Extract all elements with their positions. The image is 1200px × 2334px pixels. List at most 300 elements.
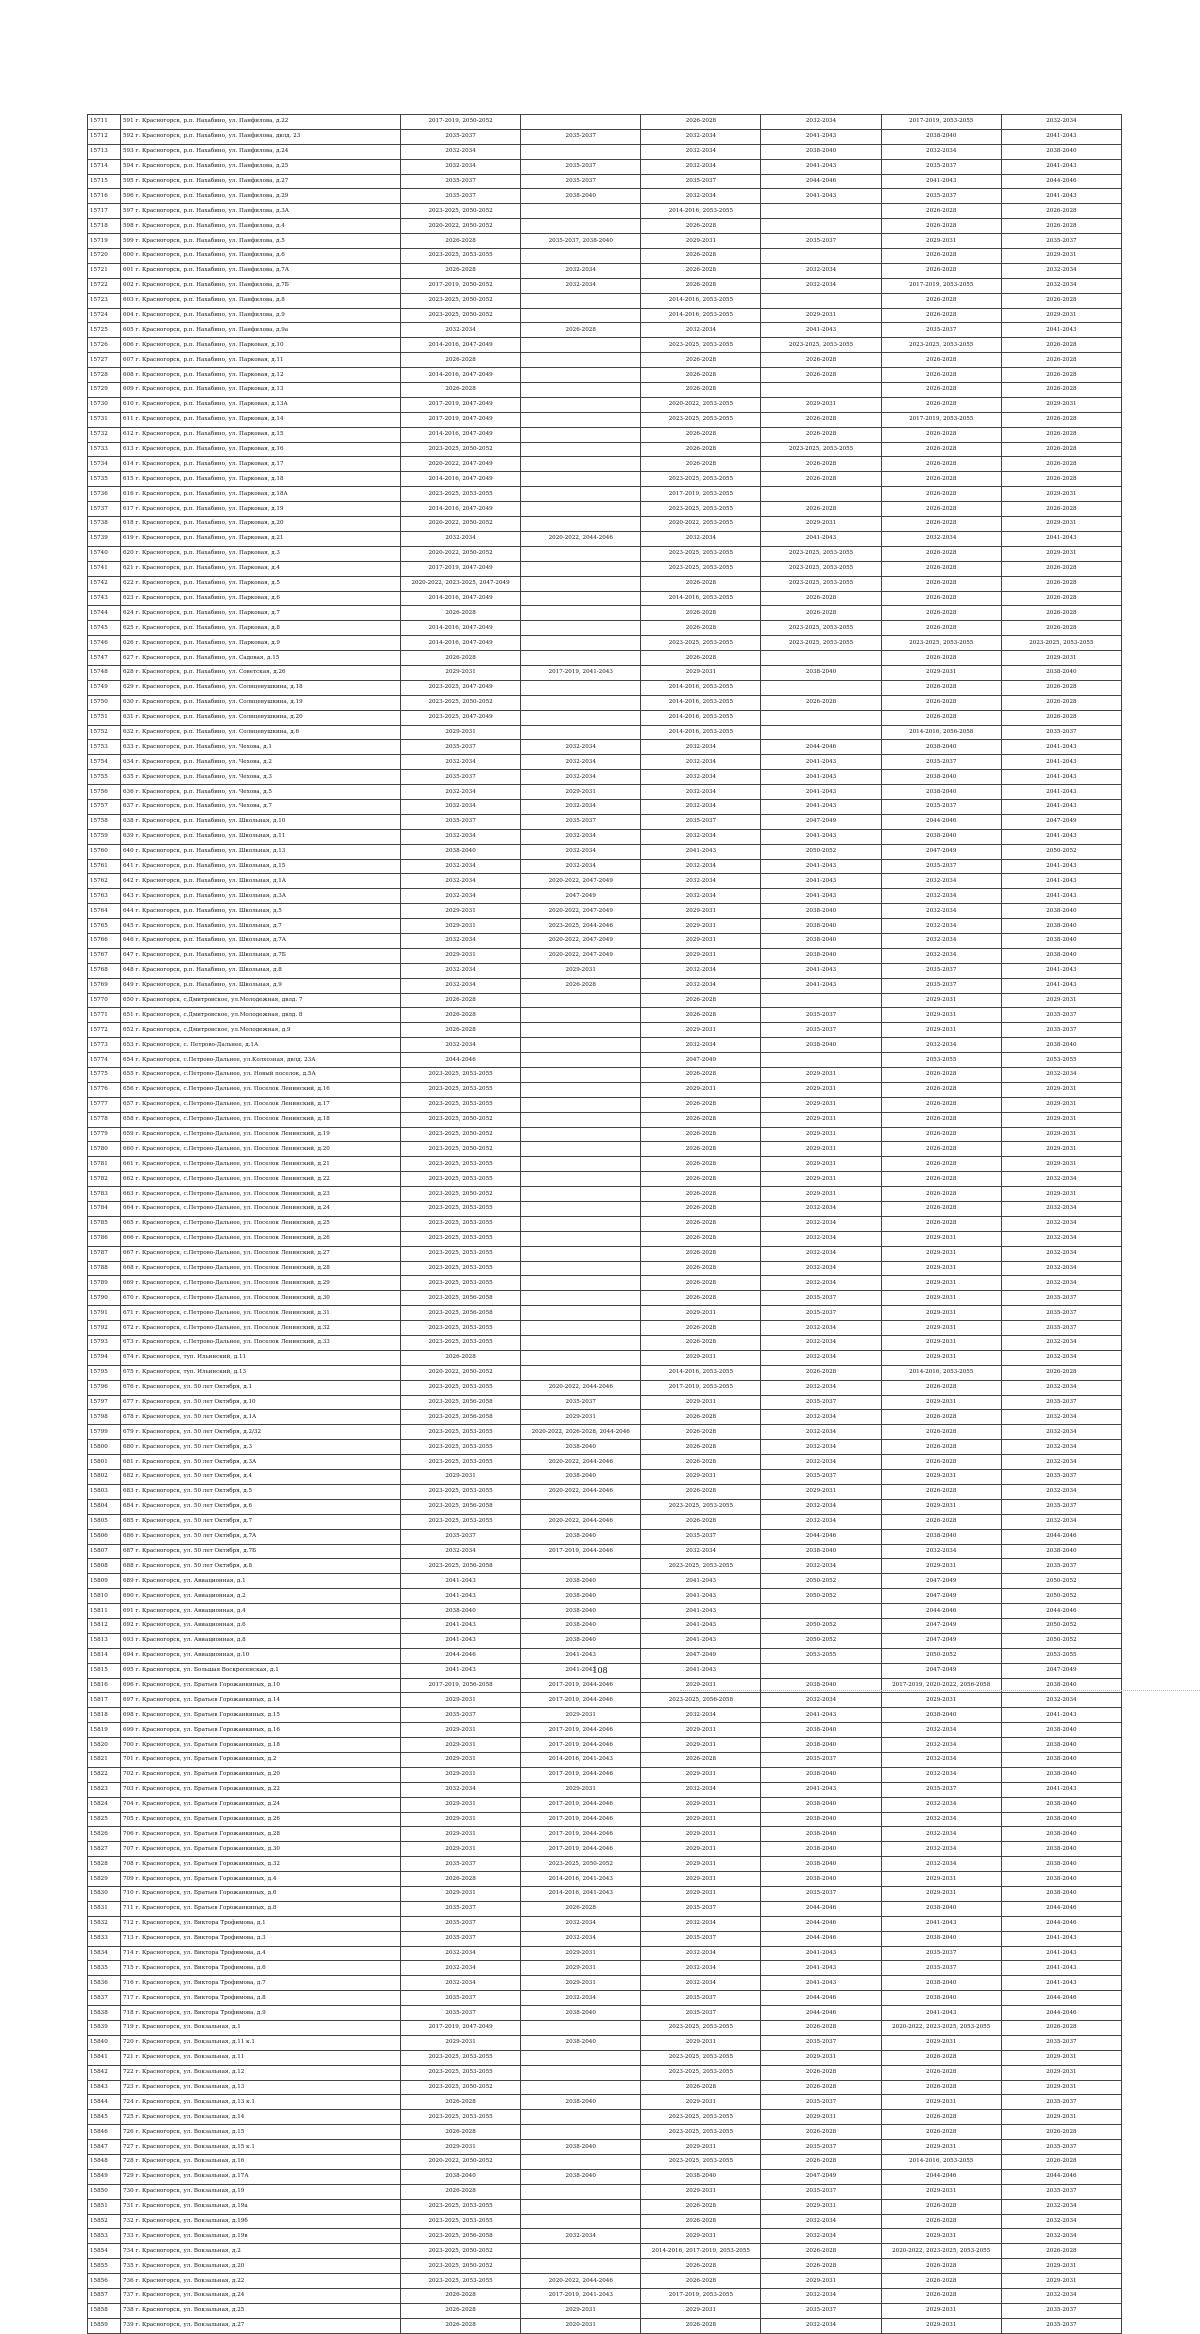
period-cell: 2044-2046 <box>761 1529 881 1544</box>
address-cell: 625 г. Красногорск, р.п. Нахабино, ул. Парковая, д.8 <box>121 621 401 636</box>
period-cell: 2038-2040 <box>761 948 881 963</box>
period-cell: 2032-2034 <box>401 144 521 159</box>
address-cell: 635 г. Красногорск, р.п. Нахабино, ул. Чехова, д.3 <box>121 770 401 785</box>
table-row <box>88 487 1122 502</box>
table-row <box>88 1082 1122 1097</box>
period-cell: 2029-2031 <box>761 1097 881 1112</box>
period-cell: 2020-2022, 2047-2049 <box>521 948 641 963</box>
period-cell: 2041-2043 <box>521 1648 641 1663</box>
period-cell: 2026-2028 <box>761 2125 881 2140</box>
row-id-cell: 15800 <box>88 1440 121 1455</box>
period-cell: 2035-2037 <box>761 2303 881 2318</box>
period-cell: 2026-2028 <box>761 368 881 383</box>
period-cell: 2044-2046 <box>761 2006 881 2021</box>
table-row <box>88 725 1122 740</box>
period-cell: 2026-2028 <box>881 2080 1001 2095</box>
period-cell: 2029-2031 <box>881 2303 1001 2318</box>
row-id-cell: 15732 <box>88 427 121 442</box>
period-cell: 2035-2037 <box>881 963 1001 978</box>
row-id-cell: 15833 <box>88 1931 121 1946</box>
address-cell: 622 г. Красногорск, р.п. Нахабино, ул. Парковая, д.5 <box>121 576 401 591</box>
period-cell: 2026-2028 <box>641 1187 761 1202</box>
address-cell: 668 г. Красногорск, с.Петрово-Дальнее, ул. Поселок Ленинский, д.28 <box>121 1261 401 1276</box>
row-id-cell: 15834 <box>88 1946 121 1961</box>
address-cell: 664 г. Красногорск, с.Петрово-Дальнее, ул. Поселок Ленинский, д.24 <box>121 1202 401 1217</box>
address-cell: 739 г. Красногорск, ул. Вокзальная, д.27 <box>121 2318 401 2333</box>
period-cell: 2023-2025, 2053-2055 <box>761 561 881 576</box>
period-cell: 2020-2022, 2023-2025, 2053-2055 <box>881 2244 1001 2259</box>
period-cell: 2032-2034 <box>521 1991 641 2006</box>
row-id-cell: 15729 <box>88 383 121 398</box>
period-cell: 2029-2031 <box>881 1008 1001 1023</box>
period-cell: 2032-2034 <box>1001 2229 1121 2244</box>
period-cell: 2029-2031 <box>881 1261 1001 1276</box>
row-id-cell: 15787 <box>88 1246 121 1261</box>
period-cell: 2029-2031 <box>641 1738 761 1753</box>
address-cell: 655 г. Красногорск, с.Петрово-Дальнее, ул. Новый поселок, д.5А <box>121 1068 401 1083</box>
period-cell: 2029-2031 <box>641 665 761 680</box>
period-cell: 2047-2049 <box>521 889 641 904</box>
period-cell: 2026-2028 <box>881 2065 1001 2080</box>
address-cell: 738 г. Красногорск, ул. Вокзальная, д.25 <box>121 2303 401 2318</box>
period-cell: 2026-2028 <box>761 1365 881 1380</box>
period-cell: 2026-2028 <box>641 1127 761 1142</box>
period-cell: 2041-2043 <box>1001 129 1121 144</box>
period-cell: 2032-2034 <box>521 2229 641 2244</box>
period-cell: 2017-2019, 2044-2046 <box>521 1738 641 1753</box>
address-cell: 648 г. Красногорск, р.п. Нахабино, ул. Школьная, д.8 <box>121 963 401 978</box>
period-cell: 2038-2040 <box>401 844 521 859</box>
address-cell: 593 г. Красногорск, р.п. Нахабино, ул. Панфилова, д.24 <box>121 144 401 159</box>
address-cell: 610 г. Красногорск, р.п. Нахабино, ул. Парковая, д.13А <box>121 397 401 412</box>
address-cell: 656 г. Красногорск, с.Петрово-Дальнее, ул. Поселок Ленинский, д.16 <box>121 1082 401 1097</box>
address-cell: 629 г. Красногорск, р.п. Нахабино, ул. Солнцевушкина, д.18 <box>121 680 401 695</box>
address-cell: 700 г. Красногорск, ул. Братьев Горожанкиных, д.18 <box>121 1738 401 1753</box>
period-cell: 2035-2037 <box>881 189 1001 204</box>
row-id-cell: 15819 <box>88 1723 121 1738</box>
period-cell: 2032-2034 <box>1001 1336 1121 1351</box>
period-cell: 2032-2034 <box>521 1931 641 1946</box>
period-cell: 2014-2016, 2047-2049 <box>401 621 521 636</box>
address-cell: 654 г. Красногорск, с.Петрово-Дальнее, ул.Колхозная, двлд. 23А <box>121 1053 401 1068</box>
period-cell: 2029-2031 <box>521 1410 641 1425</box>
address-cell: 624 г. Красногорск, р.п. Нахабино, ул. Парковая, д.7 <box>121 606 401 621</box>
period-cell: 2044-2046 <box>1001 1604 1121 1619</box>
period-cell: 2026-2028 <box>641 1068 761 1083</box>
period-cell: 2044-2046 <box>761 1991 881 2006</box>
period-cell: 2050-2052 <box>1001 844 1121 859</box>
row-id-cell: 15738 <box>88 517 121 532</box>
row-id-cell: 15761 <box>88 859 121 874</box>
period-cell <box>521 2155 641 2170</box>
period-cell: 2032-2034 <box>401 1544 521 1559</box>
period-cell <box>521 546 641 561</box>
period-cell: 2035-2037 <box>881 1946 1001 1961</box>
period-cell: 2026-2028 <box>881 2274 1001 2289</box>
period-cell <box>521 383 641 398</box>
period-cell: 2044-2046 <box>761 1916 881 1931</box>
address-cell: 714 г. Красногорск, ул. Виктора Трофимова, д.4 <box>121 1946 401 1961</box>
period-cell: 2026-2028 <box>641 1276 761 1291</box>
period-cell <box>521 2199 641 2214</box>
period-cell: 2041-2043 <box>761 963 881 978</box>
period-cell: 2026-2028 <box>761 472 881 487</box>
period-cell: 2026-2028 <box>641 219 761 234</box>
period-cell: 2023-2025, 2053-2055 <box>761 338 881 353</box>
period-cell: 2032-2034 <box>881 1797 1001 1812</box>
period-cell: 2014-2016, 2041-2043 <box>521 1886 641 1901</box>
table-row <box>88 1261 1122 1276</box>
address-cell: 658 г. Красногорск, с.Петрово-Дальнее, ул. Поселок Ленинский, д.18 <box>121 1112 401 1127</box>
period-cell: 2032-2034 <box>401 978 521 993</box>
period-cell: 2026-2028 <box>1001 412 1121 427</box>
period-cell: 2029-2031 <box>1001 1082 1121 1097</box>
table-row <box>88 1038 1122 1053</box>
address-cell: 680 г. Красногорск, ул. 50 лет Октября, д.3 <box>121 1440 401 1455</box>
row-id-cell: 15755 <box>88 770 121 785</box>
period-cell: 2044-2046 <box>1001 1901 1121 1916</box>
period-cell: 2023-2025, 2056-2058 <box>641 1693 761 1708</box>
period-cell: 2026-2028 <box>641 1157 761 1172</box>
address-cell: 730 г. Красногорск, ул. Вокзальная, д.19 <box>121 2184 401 2199</box>
address-cell: 592 г. Красногорск, р.п. Нахабино, ул. Панфилова, двлд. 23 <box>121 129 401 144</box>
period-cell <box>761 651 881 666</box>
row-id-cell: 15842 <box>88 2065 121 2080</box>
period-cell: 2017-2019, 2053-2055 <box>641 2289 761 2304</box>
address-cell: 644 г. Красногорск, р.п. Нахабино, ул. Школьная, д.5 <box>121 904 401 919</box>
period-cell <box>521 368 641 383</box>
period-cell: 2026-2028 <box>641 278 761 293</box>
address-cell: 710 г. Красногорск, ул. Братьев Горожанкиных, д.6 <box>121 1886 401 1901</box>
period-cell: 2029-2031 <box>401 1797 521 1812</box>
period-cell: 2020-2022, 2023-2025, 2047-2049 <box>401 576 521 591</box>
period-cell: 2026-2028 <box>641 1321 761 1336</box>
period-cell: 2026-2028 <box>881 249 1001 264</box>
period-cell: 2026-2028 <box>881 1202 1001 1217</box>
period-cell: 2038-2040 <box>881 740 1001 755</box>
table-row <box>88 353 1122 368</box>
period-cell: 2023-2025, 2053-2055 <box>641 546 761 561</box>
period-cell: 2041-2043 <box>641 1633 761 1648</box>
period-cell: 2032-2034 <box>641 159 761 174</box>
period-cell: 2041-2043 <box>521 1663 641 1678</box>
address-cell: 653 г. Красногорск, с. Петрово-Дальнее, д.1А <box>121 1038 401 1053</box>
row-id-cell: 15818 <box>88 1708 121 1723</box>
period-cell <box>521 2244 641 2259</box>
period-cell: 2023-2025, 2053-2055 <box>401 1157 521 1172</box>
period-cell: 2032-2034 <box>761 1261 881 1276</box>
address-cell: 706 г. Красногорск, ул. Братьев Горожанкиных, д.28 <box>121 1827 401 1842</box>
address-cell: 597 г. Красногорск, р.п. Нахабино, ул. Панфилова, д.3А <box>121 204 401 219</box>
row-id-cell: 15739 <box>88 531 121 546</box>
period-cell: 2023-2025, 2050-2052 <box>401 204 521 219</box>
period-cell: 2026-2028 <box>1001 2244 1121 2259</box>
period-cell: 2035-2037 <box>641 1529 761 1544</box>
table-row <box>88 308 1122 323</box>
address-cell: 599 г. Красногорск, р.п. Нахабино, ул. Панфилова, д.5 <box>121 234 401 249</box>
period-cell: 2029-2031 <box>401 1827 521 1842</box>
period-cell: 2017-2019, 2047-2049 <box>401 561 521 576</box>
period-cell: 2026-2028 <box>641 606 761 621</box>
period-cell: 2032-2034 <box>1001 1455 1121 1470</box>
table-row <box>88 933 1122 948</box>
period-cell: 2032-2034 <box>881 1827 1001 1842</box>
period-cell: 2026-2028 <box>641 353 761 368</box>
table-row <box>88 963 1122 978</box>
period-cell: 2026-2028 <box>881 487 1001 502</box>
row-id-cell: 15813 <box>88 1633 121 1648</box>
period-cell: 2032-2034 <box>881 1738 1001 1753</box>
period-cell <box>521 1157 641 1172</box>
period-cell: 2026-2028 <box>881 546 1001 561</box>
period-cell: 2032-2034 <box>401 963 521 978</box>
row-id-cell: 15852 <box>88 2214 121 2229</box>
row-id-cell: 15791 <box>88 1306 121 1321</box>
period-cell <box>521 502 641 517</box>
period-cell: 2014-2016, 2047-2049 <box>401 368 521 383</box>
row-id-cell: 15843 <box>88 2080 121 2095</box>
table-row <box>88 755 1122 770</box>
period-cell: 2026-2028 <box>401 2095 521 2110</box>
period-cell: 2050-2052 <box>761 1589 881 1604</box>
period-cell: 2017-2019, 2044-2046 <box>521 1723 641 1738</box>
period-cell: 2023-2025, 2050-2052 <box>401 695 521 710</box>
table-row <box>88 740 1122 755</box>
address-cell: 673 г. Красногорск, с.Петрово-Дальнее, ул. Поселок Ленинский, д.33 <box>121 1336 401 1351</box>
row-id-cell: 15730 <box>88 397 121 412</box>
period-cell: 2014-2016, 2053-2055 <box>881 1365 1001 1380</box>
table-row <box>88 263 1122 278</box>
period-cell <box>761 993 881 1008</box>
period-cell: 2029-2031 <box>761 2274 881 2289</box>
period-cell: 2038-2040 <box>521 2169 641 2184</box>
period-cell: 2041-2043 <box>761 874 881 889</box>
table-row <box>88 457 1122 472</box>
period-cell: 2014-2016, 2053-2055 <box>641 591 761 606</box>
period-cell: 2032-2034 <box>881 1752 1001 1767</box>
row-id-cell: 15816 <box>88 1678 121 1693</box>
table-row <box>88 1797 1122 1812</box>
row-id-cell: 15831 <box>88 1901 121 1916</box>
period-cell: 2026-2028 <box>881 1216 1001 1231</box>
period-cell: 2035-2037 <box>761 1395 881 1410</box>
address-cell: 632 г. Красногорск, р.п. Нахабино, ул. Солнцевушкина, д.6 <box>121 725 401 740</box>
period-cell: 2041-2043 <box>641 1618 761 1633</box>
period-cell: 2032-2034 <box>1001 115 1121 130</box>
table-row <box>88 1380 1122 1395</box>
address-cell: 660 г. Красногорск, с.Петрово-Дальнее, ул. Поселок Ленинский, д.20 <box>121 1142 401 1157</box>
period-cell: 2026-2028 <box>641 1425 761 1440</box>
period-cell: 2032-2034 <box>1001 1261 1121 1276</box>
period-cell <box>521 219 641 234</box>
address-cell: 682 г. Красногорск, ул. 50 лет Октября, д.4 <box>121 1470 401 1485</box>
row-id-cell: 15712 <box>88 129 121 144</box>
period-cell: 2032-2034 <box>761 115 881 130</box>
table-row <box>88 1008 1122 1023</box>
row-id-cell: 15783 <box>88 1187 121 1202</box>
table-row <box>88 115 1122 130</box>
period-cell: 2032-2034 <box>641 874 761 889</box>
period-cell: 2017-2019, 2044-2046 <box>521 1767 641 1782</box>
period-cell: 2029-2031 <box>1001 487 1121 502</box>
table-row <box>88 2140 1122 2155</box>
address-cell: 598 г. Красногорск, р.п. Нахабино, ул. Панфилова, д.4 <box>121 219 401 234</box>
period-cell: 2041-2043 <box>761 859 881 874</box>
period-cell: 2026-2028 <box>641 2214 761 2229</box>
row-id-cell: 15827 <box>88 1842 121 1857</box>
table-row <box>88 2199 1122 2214</box>
period-cell: 2026-2028 <box>881 695 1001 710</box>
table-row <box>88 770 1122 785</box>
period-cell: 2026-2028 <box>641 427 761 442</box>
period-cell: 2026-2028 <box>1001 472 1121 487</box>
period-cell: 2035-2037 <box>1001 2140 1121 2155</box>
period-cell: 2029-2031 <box>641 2303 761 2318</box>
period-cell: 2023-2025, 2053-2055 <box>641 2155 761 2170</box>
period-cell: 2041-2043 <box>1001 755 1121 770</box>
table-row <box>88 2303 1122 2318</box>
table-row <box>88 502 1122 517</box>
page-number: 108 <box>592 1666 608 1675</box>
period-cell: 2026-2028 <box>761 502 881 517</box>
period-cell: 2032-2034 <box>881 1544 1001 1559</box>
table-row <box>88 919 1122 934</box>
period-cell <box>521 204 641 219</box>
period-cell: 2032-2034 <box>1001 2199 1121 2214</box>
period-cell: 2029-2031 <box>521 1961 641 1976</box>
period-cell: 2026-2028 <box>1001 710 1121 725</box>
period-cell: 2026-2028 <box>401 2289 521 2304</box>
period-cell: 2041-2043 <box>1001 889 1121 904</box>
period-cell: 2023-2025, 2053-2055 <box>401 2065 521 2080</box>
table-row <box>88 2229 1122 2244</box>
period-cell: 2032-2034 <box>641 829 761 844</box>
period-cell: 2035-2037 <box>1001 1023 1121 1038</box>
address-cell: 647 г. Красногорск, р.п. Нахабино, ул. Школьная, д.7Б <box>121 948 401 963</box>
row-id-cell: 15810 <box>88 1589 121 1604</box>
period-cell: 2029-2031 <box>761 2110 881 2125</box>
period-cell: 2023-2025, 2053-2055 <box>761 546 881 561</box>
period-cell: 2029-2031 <box>881 1231 1001 1246</box>
period-cell: 2023-2025, 2050-2052 <box>401 2259 521 2274</box>
period-cell: 2023-2025, 2044-2046 <box>521 919 641 934</box>
period-cell: 2023-2025, 2053-2055 <box>881 338 1001 353</box>
table-row <box>88 799 1122 814</box>
period-cell: 2041-2043 <box>761 1946 881 1961</box>
period-cell: 2026-2028 <box>1001 576 1121 591</box>
period-cell: 2038-2040 <box>881 770 1001 785</box>
address-cell: 692 г. Красногорск, ул. Авиационная, д.6 <box>121 1618 401 1633</box>
period-cell: 2026-2028 <box>881 1142 1001 1157</box>
row-id-cell: 15777 <box>88 1097 121 1112</box>
period-cell: 2029-2031 <box>401 725 521 740</box>
address-cell: 734 г. Красногорск, ул. Вокзальная, д.2 <box>121 2244 401 2259</box>
period-cell: 2032-2034 <box>881 874 1001 889</box>
address-cell: 640 г. Красногорск, р.п. Нахабино, ул. Школьная, д.13 <box>121 844 401 859</box>
period-cell: 2026-2028 <box>881 442 1001 457</box>
period-cell: 2029-2031 <box>761 397 881 412</box>
period-cell: 2029-2031 <box>881 1023 1001 1038</box>
period-cell: 2026-2028 <box>761 2065 881 2080</box>
period-cell: 2053-2055 <box>1001 1648 1121 1663</box>
row-id-cell: 15838 <box>88 2006 121 2021</box>
table-row <box>88 874 1122 889</box>
table-row <box>88 1336 1122 1351</box>
row-id-cell: 15745 <box>88 621 121 636</box>
period-cell: 2035-2037 <box>881 159 1001 174</box>
period-cell: 2035-2037 <box>1001 1559 1121 1574</box>
table-row <box>88 1886 1122 1901</box>
period-cell: 2047-2049 <box>881 1633 1001 1648</box>
period-cell: 2035-2037 <box>761 1470 881 1485</box>
period-cell: 2035-2037 <box>761 1306 881 1321</box>
period-cell: 2032-2034 <box>521 829 641 844</box>
period-cell: 2026-2028 <box>761 606 881 621</box>
table-row <box>88 546 1122 561</box>
period-cell: 2041-2043 <box>761 1782 881 1797</box>
address-cell: 646 г. Красногорск, р.п. Нахабино, ул. Школьная, д.7А <box>121 933 401 948</box>
address-cell: 612 г. Красногорск, р.п. Нахабино, ул. Парковая, д.15 <box>121 427 401 442</box>
table-row <box>88 2289 1122 2304</box>
period-cell: 2032-2034 <box>401 531 521 546</box>
period-cell: 2038-2040 <box>761 665 881 680</box>
period-cell: 2026-2028 <box>881 308 1001 323</box>
period-cell: 2032-2034 <box>641 189 761 204</box>
period-cell: 2017-2019, 2053-2055 <box>881 412 1001 427</box>
address-cell: 661 г. Красногорск, с.Петрово-Дальнее, ул. Поселок Ленинский, д.21 <box>121 1157 401 1172</box>
address-cell: 633 г. Красногорск, р.п. Нахабино, ул. Чехова, д.1 <box>121 740 401 755</box>
period-cell: 2032-2034 <box>1001 2289 1121 2304</box>
table-row <box>88 1723 1122 1738</box>
row-id-cell: 15848 <box>88 2155 121 2170</box>
period-cell: 2029-2031 <box>1001 2050 1121 2065</box>
address-cell: 652 г. Красногорск, с.Дмитровское, ул.Молодежная, д.9 <box>121 1023 401 1038</box>
address-cell: 663 г. Красногорск, с.Петрово-Дальнее, ул. Поселок Ленинский, д.23 <box>121 1187 401 1202</box>
row-id-cell: 15743 <box>88 591 121 606</box>
period-cell: 2023-2025, 2053-2055 <box>761 636 881 651</box>
row-id-cell: 15775 <box>88 1068 121 1083</box>
period-cell: 2017-2019, 2041-2043 <box>521 2289 641 2304</box>
address-cell: 724 г. Красногорск, ул. Вокзальная, д.13 к.1 <box>121 2095 401 2110</box>
table-row <box>88 814 1122 829</box>
table-row <box>88 1589 1122 1604</box>
period-cell: 2029-2031 <box>881 1350 1001 1365</box>
period-cell: 2038-2040 <box>761 904 881 919</box>
period-cell <box>521 293 641 308</box>
period-cell: 2026-2028 <box>641 249 761 264</box>
row-id-cell: 15853 <box>88 2229 121 2244</box>
row-id-cell: 15832 <box>88 1916 121 1931</box>
period-cell: 2026-2028 <box>881 2199 1001 2214</box>
period-cell: 2029-2031 <box>1001 1187 1121 1202</box>
period-cell: 2041-2043 <box>761 531 881 546</box>
period-cell: 2032-2034 <box>401 933 521 948</box>
period-cell: 2023-2025, 2050-2052 <box>401 1112 521 1127</box>
row-id-cell: 15854 <box>88 2244 121 2259</box>
period-cell: 2026-2028 <box>881 651 1001 666</box>
row-id-cell: 15759 <box>88 829 121 844</box>
period-cell: 2023-2025, 2050-2052 <box>401 1187 521 1202</box>
row-id-cell: 15840 <box>88 2035 121 2050</box>
period-cell: 2032-2034 <box>881 1767 1001 1782</box>
period-cell: 2026-2028 <box>881 1187 1001 1202</box>
row-id-cell: 15753 <box>88 740 121 755</box>
period-cell: 2044-2046 <box>1001 2169 1121 2184</box>
period-cell: 2038-2040 <box>881 785 1001 800</box>
address-cell: 726 г. Красногорск, ул. Вокзальная, д.15 <box>121 2125 401 2140</box>
row-id-cell: 15814 <box>88 1648 121 1663</box>
period-cell: 2035-2037 <box>401 174 521 189</box>
